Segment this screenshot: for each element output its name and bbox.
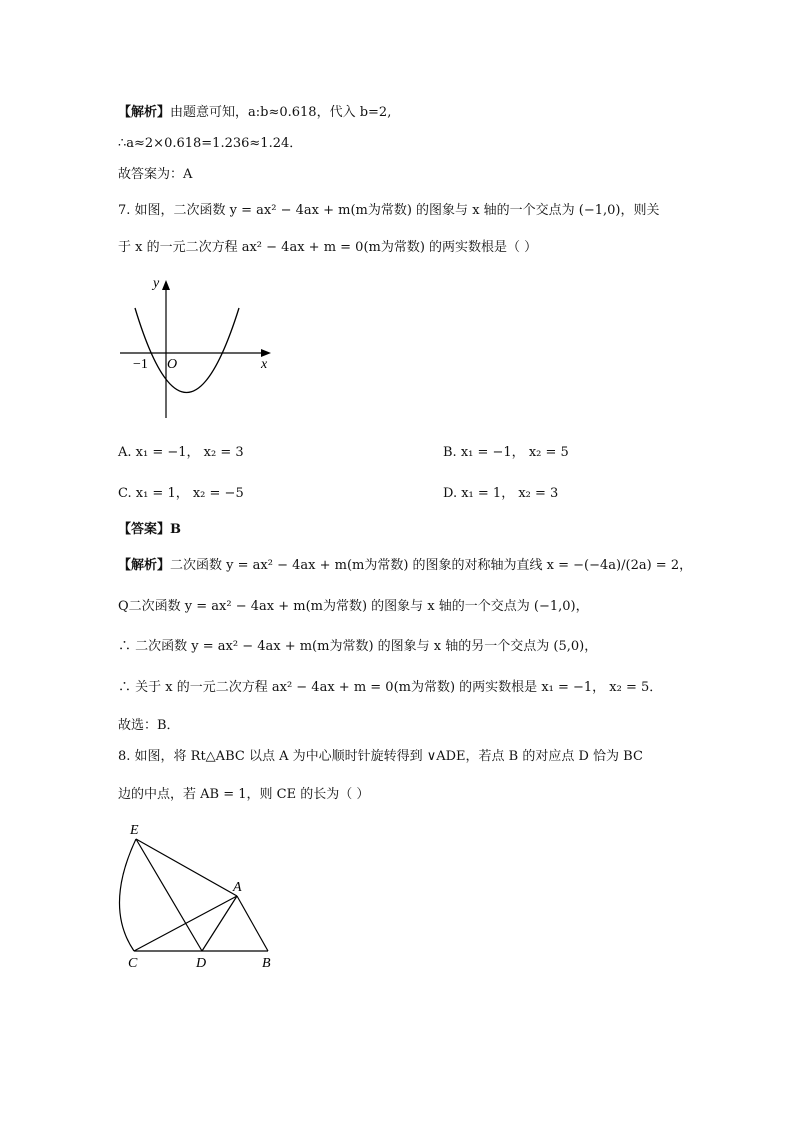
arc-ce [119,839,136,951]
q7-option-a: A. x₁ = −1， x₂ = 3 [118,445,244,460]
q7-solution-line2: Q二次函数 y = ax² − 4ax + m(m为常数) 的图象与 x 轴的一个交点为 (−1,0)， [118,599,589,614]
q8-rotation-figure [118,818,283,973]
segment-ed [136,839,202,951]
q7-option-b: B. x₁ = −1， x₂ = 5 [443,445,569,460]
parabola-curve [135,308,239,393]
q7-option-d: D. x₁ = 1， x₂ = 3 [443,486,559,501]
x-axis-label: x [261,357,268,372]
label-b: B [262,956,271,971]
analysis6-line2: ∴a≈2×0.618=1.236≈1.24． [118,136,303,151]
label-d: D [196,956,207,971]
segment-ca [134,896,237,951]
q7-stem-line2: 于 x 的一元二次方程 ax² − 4ax + m = 0(m为常数) 的两实数根是（ ） [118,240,538,255]
y-axis-arrow [162,280,170,290]
label-a: A [233,880,242,895]
label-c: C [128,956,138,971]
q7-parabola-graph [115,272,280,424]
segment-ab [237,896,268,951]
q7-stem-line1: 7. 如图，二次函数 y = ax² − 4ax + m(m为常数) 的图象与 x 轴的一个交点为 (−1,0)，则关 [118,203,660,218]
q7-solution-line4: ∴ 关于 x 的一元二次方程 ax² − 4ax + m = 0(m为常数) 的两实数根是 x₁ = −1， x₂ = 5． [118,680,663,695]
analysis6-line1: 【解析】由题意可知，a:b≈0.618，代入 b=2, [118,105,392,120]
origin-label: O [167,357,178,372]
segment-ea [136,839,237,896]
analysis6-answer: 故答案为：A [118,167,193,182]
q8-stem-line1: 8. 如图，将 Rt△ABC 以点 A 为中心顺时针旋转得到 ∨ADE，若点 B 的对应点 D 恰为 BC [118,749,643,764]
q7-option-c: C. x₁ = 1， x₂ = −5 [118,486,244,501]
label-e: E [130,823,139,838]
q7-solution-line3: ∴ 二次函数 y = ax² − 4ax + m(m为常数) 的图象与 x 轴的另一个交点为 (5,0)， [118,639,598,654]
q8-stem-line2: 边的中点，若 AB = 1，则 CE 的长为（ ） [118,787,370,802]
q7-answer: 【答案】B [118,522,181,537]
y-axis-label: y [153,276,160,291]
q7-choose: 故选：B． [118,718,180,733]
segment-da [202,896,237,951]
neg-one-label: −1 [133,357,148,372]
x-axis-arrow [261,349,271,357]
q7-solution-line1: 【解析】二次函数 y = ax² − 4ax + m(m为常数) 的图象的对称轴为直线 x = −(−4a)/(2a) = 2， [118,558,693,573]
